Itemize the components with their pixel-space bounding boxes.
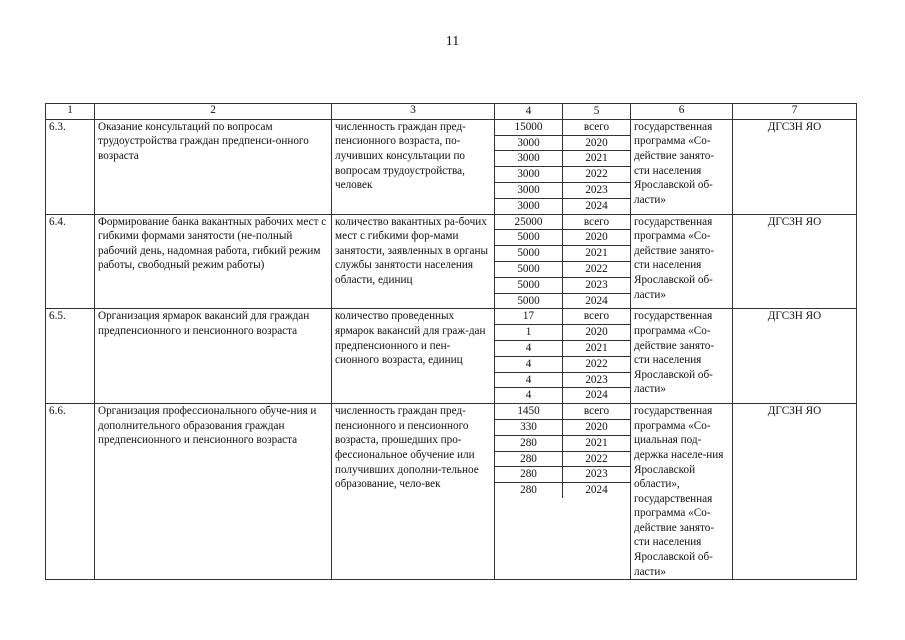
values-cell: [495, 309, 631, 404]
value-cell: 17: [495, 309, 563, 324]
year-cell: 2024: [563, 198, 631, 213]
value-cell: 3000: [495, 182, 563, 198]
value-cell: 3000: [495, 151, 563, 167]
program-cell: государственная программа «Со-циальная под-держка населе-ния Ярославской области», государственная программа «Со-действие занято-сти населения Ярославской об-ласти»: [631, 404, 733, 580]
table-row: [46, 404, 857, 580]
values-cell: [495, 119, 631, 214]
year-cell: всего: [563, 120, 631, 135]
year-cell: 2022: [563, 167, 631, 183]
activity-cell: Организация профессионального обуче-ния и дополнительного образования граждан предпенсионного и пенсионного возраста: [95, 404, 332, 580]
year-cell: 2024: [563, 388, 631, 403]
activity-cell: Формирование банка вакантных рабочих мест с гибкими формами занятости (не-полный рабочий день, надомная работа, гибкий режим работы, свободный режим работы): [95, 214, 332, 309]
indicator-cell: количество вакантных ра-бочих мест с гибкими фор-мами занятости, заявленных в органы службы занятости населения области, единиц: [332, 214, 495, 309]
year-cell: всего: [563, 215, 631, 230]
program-cell: государственная программа «Со-действие занято-сти населения Ярославской об-ласти»: [631, 119, 733, 214]
value-cell: 1450: [495, 404, 563, 419]
row-number: 6.3.: [46, 119, 95, 214]
value-cell: 3000: [495, 135, 563, 151]
header-cell: 7: [733, 104, 857, 120]
executor-cell: ДГСЗН ЯО: [733, 309, 857, 404]
value-cell: 280: [495, 435, 563, 451]
year-cell: 2022: [563, 356, 631, 372]
year-cell: 2023: [563, 182, 631, 198]
value-cell: 5000: [495, 246, 563, 262]
value-cell: 5000: [517, 294, 540, 307]
activity-cell: Оказание консультаций по вопросам трудоустройства граждан предпенси-онного возраста: [95, 119, 332, 214]
year-cell: 2024: [563, 293, 631, 308]
values-cell: [495, 214, 631, 309]
row-number: 6.6.: [46, 404, 95, 580]
year-cell: 2021: [563, 246, 631, 262]
value-cell: 4: [525, 389, 532, 402]
value-cell: 4: [495, 372, 563, 388]
value-cell: 4: [495, 356, 563, 372]
year-cell: всего: [563, 309, 631, 324]
table-row: [46, 214, 857, 309]
value-cell: 280: [495, 467, 563, 483]
year-cell: 2023: [563, 372, 631, 388]
table-row: [46, 119, 857, 214]
header-cell: 3: [332, 104, 495, 120]
value-cell: 3000: [495, 167, 563, 183]
year-cell: 2022: [563, 451, 631, 467]
indicator-cell: численность граждан пред-пенсионного возраста, по-лучивших консультации по вопросам трудоустройства, человек: [332, 119, 495, 214]
values-cell: [495, 404, 631, 580]
value-cell: 25000: [495, 215, 563, 230]
executor-cell: ДГСЗН ЯО: [733, 214, 857, 309]
page-number: 11: [445, 34, 460, 49]
value-cell: 1: [495, 325, 563, 341]
value-cell: 3000: [517, 199, 540, 212]
year-cell: 2024: [563, 483, 631, 498]
value-cell: 280: [520, 484, 537, 497]
value-cell: 5000: [495, 230, 563, 246]
year-cell: 2023: [563, 277, 631, 293]
activity-cell: Организация ярмарок вакансий для граждан предпенсионного и пенсионного возраста: [95, 309, 332, 404]
header-cell: 6: [631, 104, 733, 120]
year-cell: 2023: [563, 467, 631, 483]
value-cell: 5000: [495, 277, 563, 293]
header-cell: 5: [563, 104, 631, 119]
year-cell: 2021: [563, 151, 631, 167]
value-cell: 15000: [495, 120, 563, 135]
indicator-cell: численность граждан пред-пенсионного и пенсионного возраста, прошедших про-фессиональное обучение или получивших дополни-тельное образование, чело-век: [332, 404, 495, 580]
year-cell: 2022: [563, 261, 631, 277]
header-row: [46, 104, 857, 120]
value-cell: 4: [495, 340, 563, 356]
year-cell: 2021: [563, 435, 631, 451]
year-cell: 2020: [563, 135, 631, 151]
year-cell: 2021: [563, 340, 631, 356]
table-row: [46, 309, 857, 404]
header-cell: 1: [46, 104, 95, 120]
program-cell: государственная программа «Со-действие занято-сти населения Ярославской об-ласти»: [631, 214, 733, 309]
header-cell: 2: [95, 104, 332, 120]
year-cell: 2020: [563, 230, 631, 246]
value-cell: 330: [495, 419, 563, 435]
indicator-cell: количество проведенных ярмарок вакансий для граж-дан предпенсионного и пен-сионного возраста, единиц: [332, 309, 495, 404]
measures-table: [45, 103, 857, 580]
year-cell: 2020: [563, 419, 631, 435]
program-cell: государственная программа «Со-действие занято-сти населения Ярославской об-ласти»: [631, 309, 733, 404]
year-cell: всего: [563, 404, 631, 419]
executor-cell: ДГСЗН ЯО: [733, 119, 857, 214]
year-cell: 2020: [563, 325, 631, 341]
row-number: 6.4.: [46, 214, 95, 309]
value-cell: 280: [495, 451, 563, 467]
executor-cell: ДГСЗН ЯО: [733, 404, 857, 580]
value-cell: 5000: [495, 261, 563, 277]
row-number: 6.5.: [46, 309, 95, 404]
header-cell-values: [495, 104, 631, 120]
header-cell: 4: [525, 105, 532, 117]
